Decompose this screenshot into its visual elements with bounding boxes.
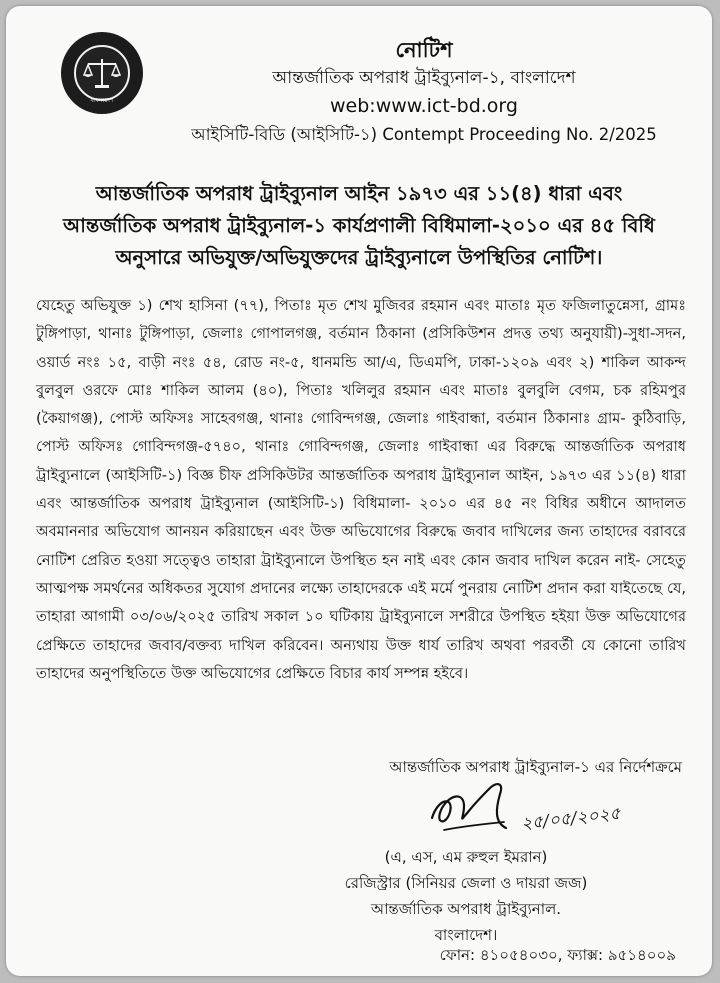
notice-header [156, 36, 692, 150]
website-address: web:www.ict-bd.org [330, 95, 518, 117]
tribunal-name: আন্তর্জাতিক অপরাধ ট্রাইব্যুনাল-১, বাংলাদেশ [272, 68, 576, 88]
tribunal-seal [61, 32, 143, 114]
notice-title: নোটিশ [395, 38, 453, 62]
subject-line-2: আন্তর্জাতিক অপরাধ ট্রাইব্যুনাল-১ কার্যপ্রণালী বিধিমালা-২০১০ এর ৪৫ বিধি [63, 214, 655, 237]
signatory-block [326, 844, 606, 948]
notice-page [6, 6, 712, 976]
case-number: আইসিটি-বিডি (আইসিটি-১) Contempt Proceeding No. 2/2025 [191, 125, 657, 144]
directive-line: আন্তর্জাতিক অপরাধ ট্রাইব্যুনাল-১ এর নির্দেশক্রমে [389, 758, 682, 776]
subject-line-3: অনুসারে অভিযুক্ত/অভিযুক্তদের ট্রাইব্যুনালে উপস্থিতির নোটিশ। [115, 246, 603, 269]
contact-line: ফোন: ৪১০৫৪০৩০, ফ্যাক্স: ৯৫১৪০০৯ [439, 946, 676, 964]
signature-date: ২৫/০৫/২০২৫ [520, 803, 622, 835]
signatory-country: বাংলাদেশ। [434, 926, 498, 944]
scales-of-justice-icon [74, 45, 130, 101]
signatory-designation: রেজিস্ট্রার (সিনিয়র জেলা ও দায়রা জজ) [344, 874, 588, 892]
notice-subject [36, 178, 682, 274]
signatory-office: আন্তর্জাতিক অপরাধ ট্রাইব্যুনাল. [370, 900, 562, 918]
seal-caption: বাংলাদেশ [90, 97, 114, 104]
signatory-name: (এ, এস, এম রুহুল ইমরান) [384, 848, 548, 866]
notice-body: যেহেতু অভিযুক্ত ১) শেখ হাসিনা (৭৭), পিতাঃ মৃত শেখ মুজিবর রহমান এবং মাতাঃ মৃত ফজিলাতুন্নেসা, গ্রামঃ টুঙ্গিপাড়া, থানাঃ টুঙ্গিপাড়া, জেলাঃ গোপালগঞ্জ, বর্তমান ঠিকানা (প্রসিকিউশন প্রদত্ত তথ্য অনুযায়ী)-সুধা-সদন, ওয়ার্ড নংঃ ১৫, বাড়ী নংঃ ৫৪, রোড নং-৫, ধানমন্ডি আ/এ, ডিএমপি, ঢাকা-১২০৯ এবং ২) শাকিল আকন্দ বুলবুল ওরফে মোঃ শাকিল আলম (৪০), পিতাঃ খলিলুর রহমান এবং মাতাঃ বুলবুলি বেগম, চক রহিমপুর (কৈয়াগঞ্জ), পোস্ট অফিসঃ সাহেবগঞ্জ, থানাঃ গোবিন্দগঞ্জ, জেলাঃ গাইবান্ধা, বর্তমান ঠিকানাঃ গ্রাম- কুঠিবাড়ি, পোস্ট অফিসঃ গোবিন্দগঞ্জ-৫৭৪০, থানাঃ গোবিন্দগঞ্জ, জেলাঃ গাইবান্ধা এর বিরুদ্ধে আন্তর্জাতিক অপরাধ ট্রাইব্যুনালে (আইসিটি-১) বিজ্ঞ চীফ প্রসিকিউটর আন্তর্জাতিক অপরাধ ট্রাইব্যুনাল আইন, ১৯৭৩ এর ১১(৪) ধারা এবং আন্তর্জাতিক অপরাধ ট্রাইব্যুনাল (আইসিটি-১) বিধিমালা- ২০১০ এর ৪৫ নং বিধির অধীনে আদালত অবমাননার অভিযোগ আনয়ন করিয়াছেন এবং উক্ত অভিযোগের বিরুদ্ধে জবাব দাখিলের জন্য তাহাদের বরাবরে নোটিশ প্রেরিত হওয়া সত্ত্বেও তাহারা ট্রাইব্যুনালে উপস্থিত হন নাই এবং কোন জবাব দাখিল করেন নাই- সেহেতু আত্মপক্ষ সমর্থনের অধিকতর সুযোগ প্রদানের লক্ষ্যে তাহাদেরকে এই মর্মে পুনরায় নোটিশ প্রদান করা যাইতেছে যে, তাহারা আগামী ০৩/০৬/২০২৫ তারিখ সকাল ১০ ঘটিকায় ট্রাইব্যুনালে সশরীরে উপস্থিত হইয়া উক্ত অভিযোগের প্রেক্ষিতে তাহাদের জবাব/বক্তব্য দাখিল করিবেন। অন্যথায় উক্ত ধার্য তারিখ অথবা পরবর্তী যে কোনো তারিখ তাহাদের অনুপস্থিতিতে উক্ত অভিযোগের প্রেক্ষিতে বিচার কার্য সম্পন্ন হইবে। [36, 297, 686, 682]
subject-line-1: আন্তর্জাতিক অপরাধ ট্রাইব্যুনাল আইন ১৯৭৩ এর ১১(৪) ধারা এবং [95, 182, 623, 205]
